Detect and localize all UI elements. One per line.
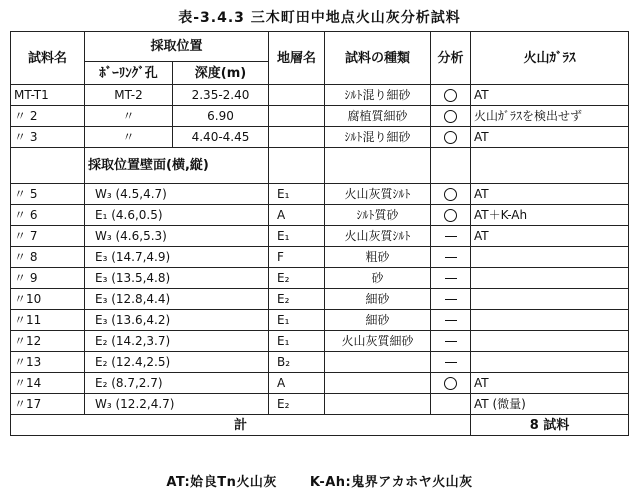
sample-name-cell: 〃 5 [11, 184, 85, 205]
layer-cell: A [269, 373, 325, 394]
header-depth: 深度(m) [173, 62, 269, 85]
kind-cell: 腐植質細砂 [325, 106, 431, 127]
total-value: 8 試料 [471, 415, 629, 436]
kind-cell: ｼﾙﾄ混り細砂 [325, 85, 431, 106]
glass-cell [471, 352, 629, 373]
not-analyzed-dash-icon [445, 341, 457, 342]
table-row [11, 106, 629, 127]
analysis-cell [431, 352, 471, 373]
table-row [11, 247, 629, 268]
depth-cell: 4.40-4.45 [173, 127, 269, 148]
header-boring: ﾎﾞｰﾘﾝｸﾞ孔 [85, 62, 173, 85]
glass-cell: AT [471, 373, 629, 394]
layer-cell: E₁ [269, 310, 325, 331]
glass-cell [471, 247, 629, 268]
layer-cell [269, 85, 325, 106]
wall-position-cell: E₃ (14.7,4.9) [85, 247, 269, 268]
not-analyzed-dash-icon [445, 236, 457, 237]
glass-cell: AT [471, 184, 629, 205]
kind-cell: ｼﾙﾄ混り細砂 [325, 127, 431, 148]
table-row [11, 268, 629, 289]
depth-cell: 6.90 [173, 106, 269, 127]
sample-name-cell: 〃 9 [11, 268, 85, 289]
analysis-cell [431, 106, 471, 127]
kind-cell: 砂 [325, 268, 431, 289]
sample-name-cell: 〃 7 [11, 226, 85, 247]
sample-name-cell: 〃 6 [11, 205, 85, 226]
layer-cell: E₂ [269, 289, 325, 310]
kind-cell [325, 394, 431, 415]
analyzed-circle-icon [444, 209, 457, 222]
glass-cell [471, 310, 629, 331]
empty-cell [325, 148, 431, 184]
subheader-wall-position: 採取位置壁面(横,縦) [85, 148, 269, 184]
analysis-cell [431, 226, 471, 247]
header-position: 採取位置 [85, 32, 269, 62]
header-kind: 試料の種類 [325, 32, 431, 85]
empty-cell [11, 148, 85, 184]
layer-cell: E₂ [269, 394, 325, 415]
table-row [11, 85, 629, 106]
table-row [11, 331, 629, 352]
total-row [11, 415, 629, 436]
not-analyzed-dash-icon [445, 257, 457, 258]
wall-position-cell: E₃ (13.6,4.2) [85, 310, 269, 331]
analysis-cell [431, 289, 471, 310]
analyzed-circle-icon [444, 110, 457, 123]
footnote-at: AT:姶良Tn火山灰 [166, 475, 277, 490]
wall-position-cell: W₃ (4.5,4.7) [85, 184, 269, 205]
sample-name-cell: 〃17 [11, 394, 85, 415]
wall-position-cell: W₃ (4.6,5.3) [85, 226, 269, 247]
empty-cell [431, 148, 471, 184]
boring-cell: 〃 [85, 127, 173, 148]
footnote-kah: K-Ah:鬼界アカホヤ火山灰 [309, 475, 473, 490]
table-row [11, 184, 629, 205]
analyzed-circle-icon [444, 89, 457, 102]
kind-cell: 火山灰質細砂 [325, 331, 431, 352]
sample-name-cell: 〃 2 [11, 106, 85, 127]
sample-name-cell: 〃11 [11, 310, 85, 331]
glass-cell: AT (微量) [471, 394, 629, 415]
wall-position-cell: W₃ (12.2,4.7) [85, 394, 269, 415]
sample-name-cell: 〃 8 [11, 247, 85, 268]
kind-cell: 細砂 [325, 289, 431, 310]
wall-position-cell: E₂ (8.7,2.7) [85, 373, 269, 394]
table-row [11, 205, 629, 226]
glass-cell [471, 289, 629, 310]
wall-position-cell: E₁ (4.6,0.5) [85, 205, 269, 226]
subheader-row [11, 148, 629, 184]
layer-cell: E₁ [269, 226, 325, 247]
table-row [11, 394, 629, 415]
sample-name-cell: 〃14 [11, 373, 85, 394]
glass-cell: AT＋K-Ah [471, 205, 629, 226]
layer-cell: A [269, 205, 325, 226]
total-label: 計 [11, 415, 471, 436]
glass-cell [471, 331, 629, 352]
sample-name-cell: 〃12 [11, 331, 85, 352]
table-row [11, 373, 629, 394]
sample-name-cell: 〃13 [11, 352, 85, 373]
header-layer: 地層名 [269, 32, 325, 85]
layer-cell: E₁ [269, 184, 325, 205]
analysis-cell [431, 331, 471, 352]
glass-cell: AT [471, 226, 629, 247]
analysis-cell [431, 85, 471, 106]
header-glass: 火山ｶﾞﾗｽ [471, 32, 629, 85]
kind-cell: 火山灰質ｼﾙﾄ [325, 226, 431, 247]
table-row [11, 127, 629, 148]
layer-cell: F [269, 247, 325, 268]
not-analyzed-dash-icon [445, 299, 457, 300]
kind-cell: 火山灰質ｼﾙﾄ [325, 184, 431, 205]
kind-cell: 細砂 [325, 310, 431, 331]
analyzed-circle-icon [444, 131, 457, 144]
empty-cell [269, 148, 325, 184]
table-row [11, 352, 629, 373]
sample-name-cell: 〃10 [11, 289, 85, 310]
analysis-cell [431, 184, 471, 205]
header-analysis: 分析 [431, 32, 471, 85]
analyzed-circle-icon [444, 377, 457, 390]
boring-cell: MT-2 [85, 85, 173, 106]
glass-cell: AT [471, 127, 629, 148]
analysis-cell [431, 268, 471, 289]
not-analyzed-dash-icon [445, 320, 457, 321]
kind-cell [325, 352, 431, 373]
glass-cell [471, 268, 629, 289]
not-analyzed-dash-icon [445, 362, 457, 363]
kind-cell: ｼﾙﾄ質砂 [325, 205, 431, 226]
layer-cell: B₂ [269, 352, 325, 373]
sample-name-cell: 〃 3 [11, 127, 85, 148]
analysis-cell [431, 247, 471, 268]
layer-cell [269, 127, 325, 148]
sample-name-cell: MT-T1 [11, 85, 85, 106]
analysis-cell [431, 127, 471, 148]
table-row [11, 310, 629, 331]
footnote [0, 471, 639, 490]
analysis-cell [431, 394, 471, 415]
wall-position-cell: E₂ (14.2,3.7) [85, 331, 269, 352]
empty-cell [471, 148, 629, 184]
analyzed-circle-icon [444, 188, 457, 201]
not-analyzed-dash-icon [445, 278, 457, 279]
table-title: 表-3.4.3 三木町田中地点火山灰分析試料 [178, 10, 461, 26]
table-row [11, 226, 629, 247]
header-sample-name: 試料名 [11, 32, 85, 85]
wall-position-cell: E₂ (12.4,2.5) [85, 352, 269, 373]
boring-cell: 〃 [85, 106, 173, 127]
sample-table [10, 31, 629, 436]
wall-position-cell: E₃ (13.5,4.8) [85, 268, 269, 289]
kind-cell: 粗砂 [325, 247, 431, 268]
layer-cell: E₁ [269, 331, 325, 352]
analysis-cell [431, 310, 471, 331]
kind-cell [325, 373, 431, 394]
wall-position-cell: E₃ (12.8,4.4) [85, 289, 269, 310]
analysis-cell [431, 373, 471, 394]
glass-cell: AT [471, 85, 629, 106]
table-row [11, 289, 629, 310]
layer-cell: E₂ [269, 268, 325, 289]
layer-cell [269, 106, 325, 127]
analysis-cell [431, 205, 471, 226]
glass-cell: 火山ｶﾞﾗｽを検出せず [471, 106, 629, 127]
depth-cell: 2.35-2.40 [173, 85, 269, 106]
